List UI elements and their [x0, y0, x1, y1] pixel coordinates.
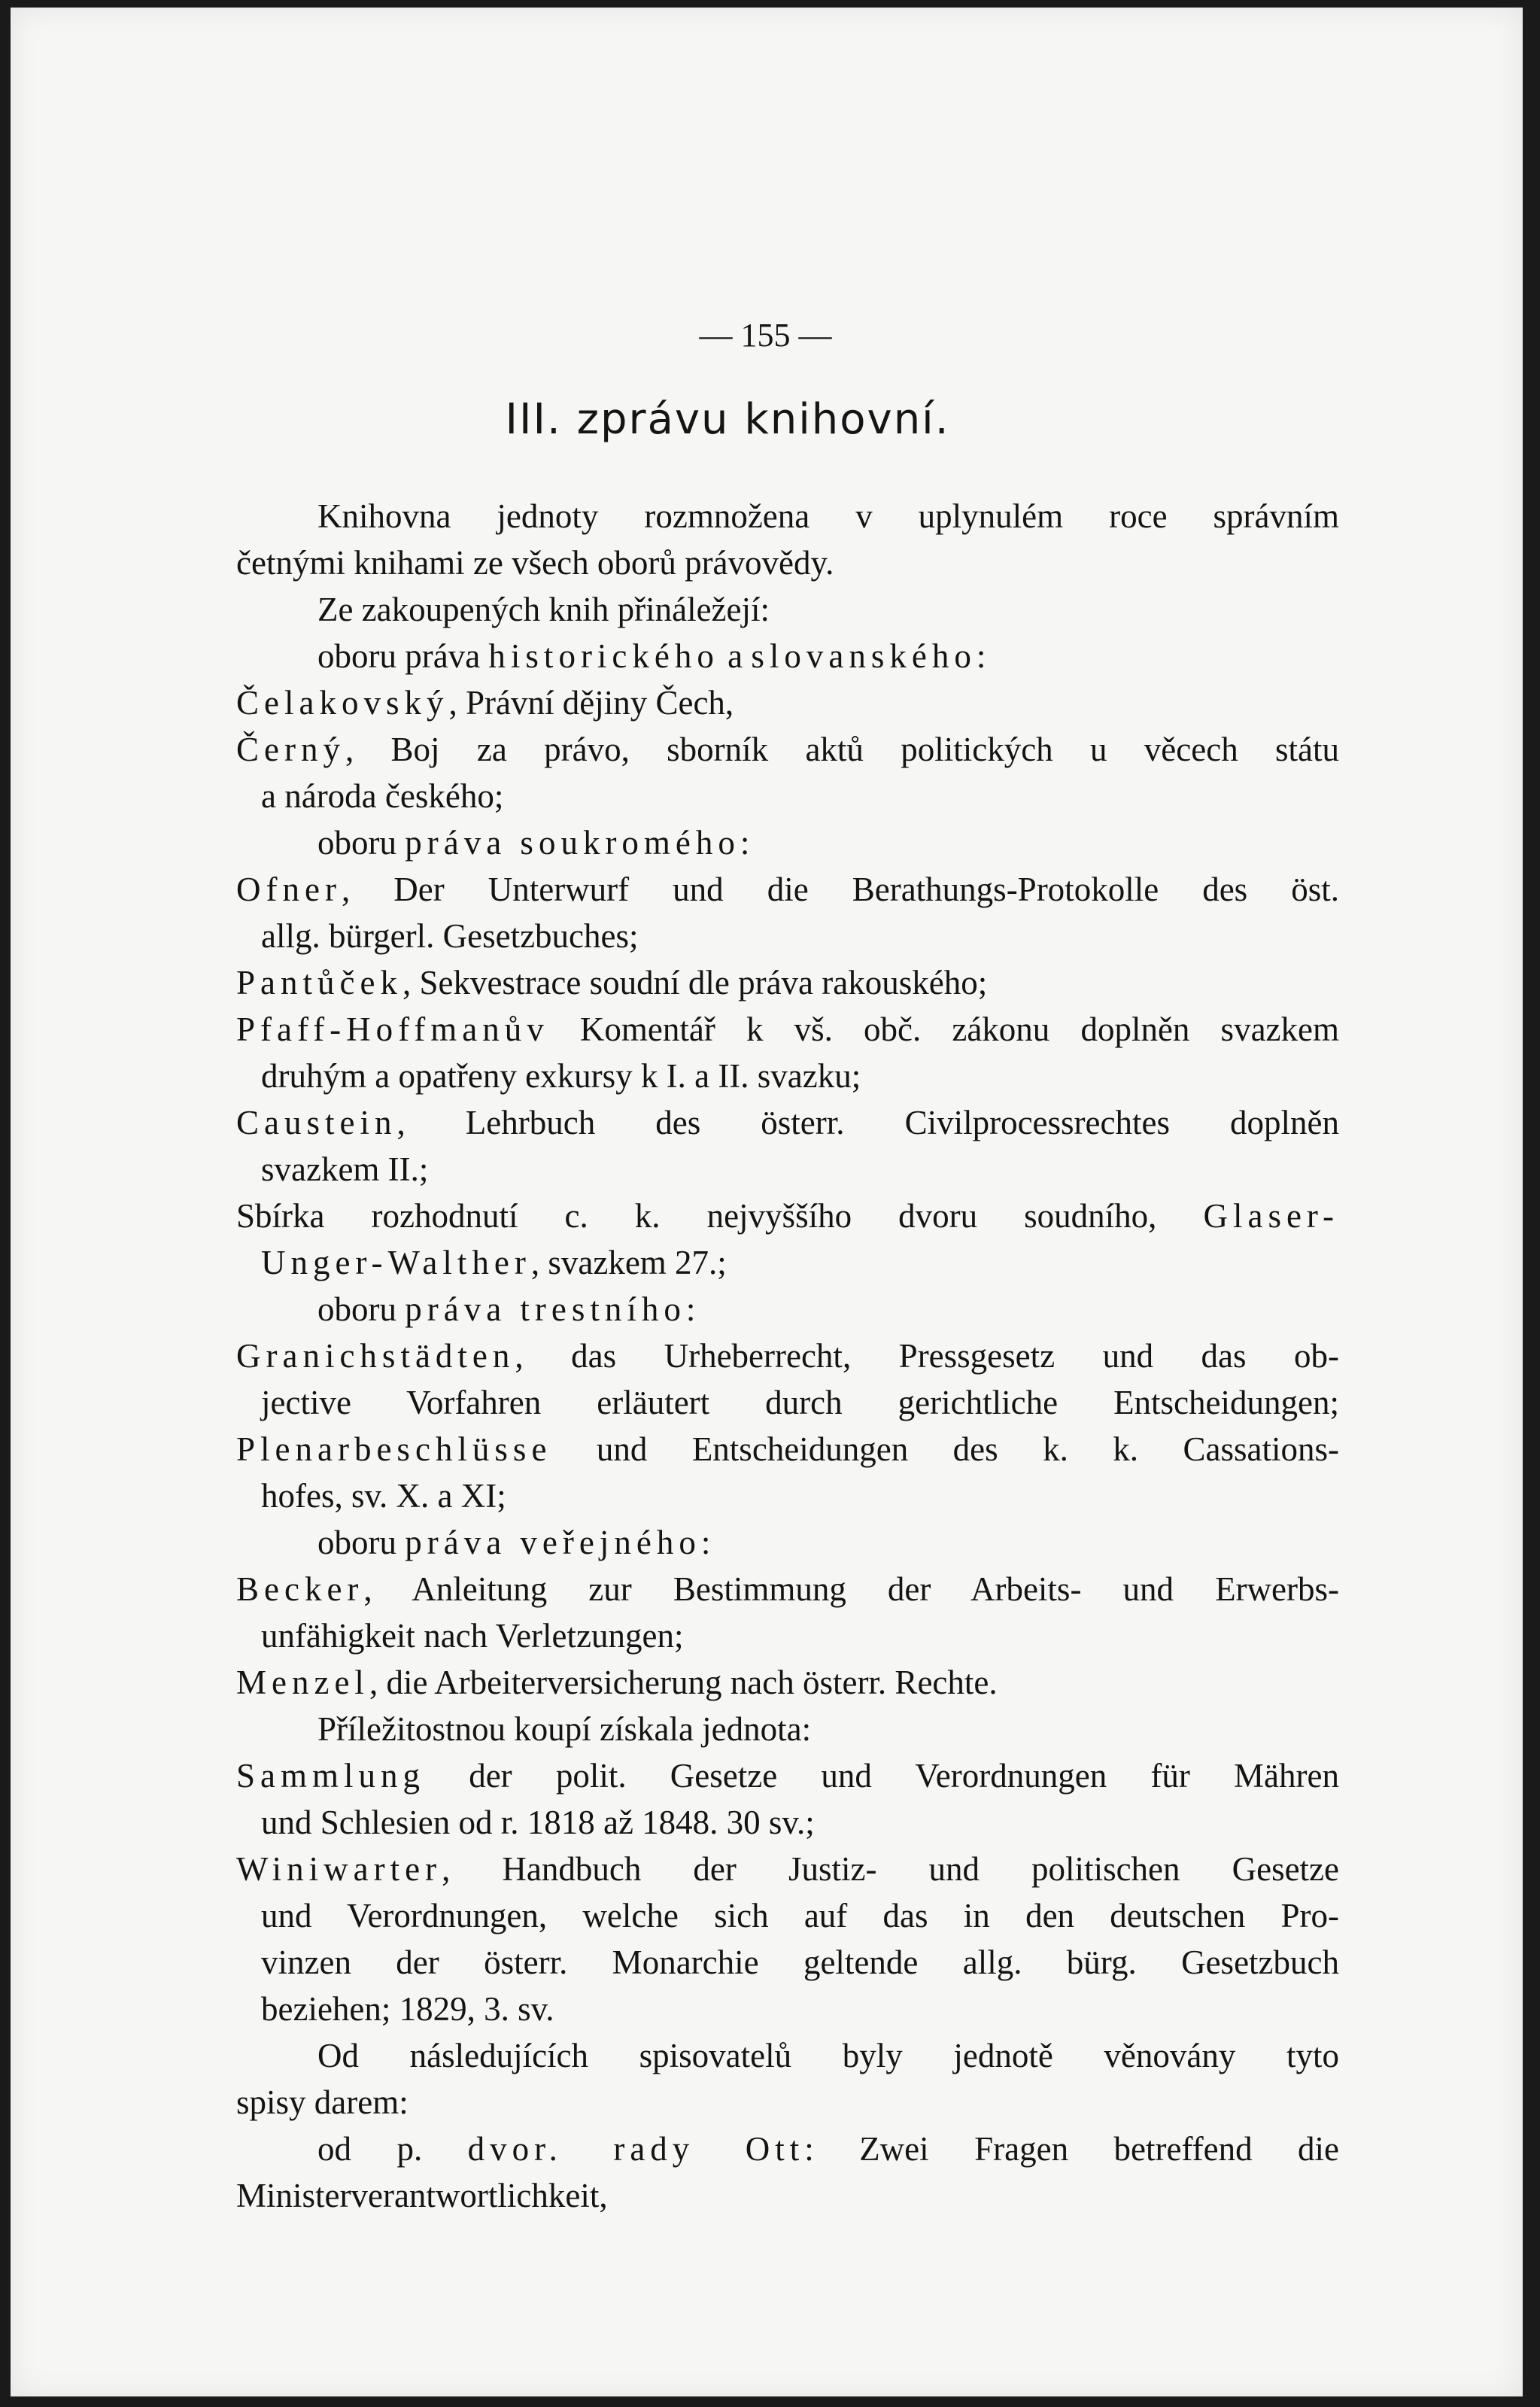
text-span: der polit. Gesetze und Verordnungen für Mähren	[425, 1757, 1339, 1795]
text-span: , Anleitung zur Bestimmung der Arbeits- und Erwerbs-	[363, 1570, 1339, 1608]
spaced-emphasis-text: dvor. rady Ott	[467, 2130, 805, 2168]
text-line	[236, 1333, 1339, 1379]
text-span: :	[700, 1524, 711, 1561]
text-span: svazkem II.;	[261, 1150, 429, 1188]
spaced-emphasis-text: práva soukromého	[405, 824, 740, 862]
text-line	[317, 1519, 1339, 1566]
text-span: , die Arbeiterversicherung nach österr. Rechte.	[369, 1664, 998, 1701]
text-span: spisy darem:	[236, 2083, 409, 2121]
spaced-emphasis-text: Menzel	[236, 1664, 369, 1701]
text-line	[261, 1472, 1339, 1519]
text-span: oboru	[317, 824, 406, 862]
text-line	[317, 2126, 1339, 2172]
text-line	[236, 1099, 1339, 1146]
text-line	[261, 1799, 1339, 1846]
text-line	[236, 2079, 1339, 2126]
text-span: allg. bürgerl. Gesetzbuches;	[261, 917, 639, 955]
text-span: und Verordnungen, welche sich auf das in den deutschen Pro-	[261, 1897, 1339, 1934]
text-line	[261, 913, 1339, 959]
spaced-emphasis-text: Unger-Walther	[261, 1244, 531, 1281]
spaced-emphasis-text: Pfaff-Hoffmanův	[236, 1011, 549, 1048]
text-span: , Handbuch der Justiz- und politischen Gesetze	[442, 1850, 1339, 1888]
text-line	[236, 1193, 1339, 1239]
text-line	[317, 1706, 1339, 1752]
text-span: :	[740, 824, 750, 862]
text-span: , Sekvestrace soudní dle práva rakouského;	[402, 964, 988, 1001]
text-span: und Entscheidungen des k. k. Cassations-	[551, 1430, 1339, 1468]
text-span: a národa českého;	[261, 777, 504, 815]
text-line	[261, 1612, 1339, 1659]
text-span: hofes, sv. X. a XI;	[261, 1477, 506, 1515]
text-line	[261, 1892, 1339, 1939]
text-line	[317, 586, 1339, 633]
page-number: — 155 —	[699, 317, 832, 354]
text-line	[261, 1939, 1339, 1986]
spaced-emphasis-text: Granichstädten	[236, 1337, 515, 1375]
text-span: vinzen der österr. Monarchie geltende allg. bürg. Gesetzbuch	[261, 1944, 1339, 1981]
text-span: Od následujících spisovatelů byly jednotě věnovány tyto	[317, 2037, 1339, 2074]
text-span: oboru	[317, 1290, 406, 1328]
text-span: od p.	[317, 2130, 468, 2168]
text-span: Ze zakoupených knih přináležejí:	[317, 591, 770, 628]
text-span: , Právní dějiny Čech,	[448, 684, 734, 722]
spaced-emphasis-text: Ofner	[236, 871, 342, 908]
text-span: :	[685, 1290, 696, 1328]
text-span: , Boj za právo, sborník aktů politických u věcech státu	[345, 731, 1339, 768]
spaced-emphasis-text: slovanského	[751, 637, 977, 675]
spaced-emphasis-text: Becker	[236, 1570, 364, 1608]
text-span: und Schlesien od r. 1818 až 1848. 30 sv.;	[261, 1804, 815, 1841]
text-line	[261, 1053, 1339, 1099]
text-line	[236, 679, 1339, 726]
text-line	[261, 1986, 1339, 2032]
spaced-emphasis-text: Pantůček	[236, 964, 402, 1001]
text-line	[236, 539, 1339, 586]
text-line	[261, 1239, 1339, 1286]
text-line	[317, 493, 1339, 539]
text-line	[236, 2172, 1339, 2219]
text-line	[261, 773, 1339, 819]
spaced-emphasis-text: Sammlung	[236, 1757, 426, 1795]
text-span: druhým a opatřeny exkursy k I. a II. svazku;	[261, 1057, 861, 1095]
text-line	[236, 1566, 1339, 1612]
spaced-emphasis-text: Černý	[236, 731, 345, 768]
text-line	[236, 1006, 1339, 1053]
text-span: Sbírka rozhodnutí c. k. nejvyššího dvoru soudního,	[236, 1197, 1204, 1235]
spaced-emphasis-text: Plenarbeschlüsse	[236, 1430, 552, 1468]
text-line	[261, 1379, 1339, 1426]
text-span: Příležitostnou koupí získala jednota:	[317, 1710, 812, 1748]
section-title: III. zprávu knihovní.	[505, 395, 950, 444]
text-line	[236, 1659, 1339, 1706]
scanned-page	[11, 8, 1523, 2396]
text-span: oboru práva	[317, 637, 489, 675]
text-span: Knihovna jednoty rozmnožena v uplynulém roce správním	[317, 497, 1339, 535]
text-span: , Der Unterwurf und die Berathungs-Protokolle des öst.	[341, 871, 1339, 908]
text-line	[317, 1286, 1339, 1333]
text-span: , das Urheberrecht, Pressgesetz und das ob-	[515, 1337, 1339, 1375]
text-line	[236, 1846, 1339, 1892]
text-span: , svazkem 27.;	[530, 1244, 727, 1281]
text-span: : Zwei Fragen betreffend die	[804, 2130, 1339, 2168]
text-line	[236, 1752, 1339, 1799]
spaced-emphasis-text: práva trestního	[405, 1290, 686, 1328]
text-span: jective Vorfahren erläutert durch gerichtliche Entscheidungen;	[261, 1384, 1339, 1421]
spaced-emphasis-text: Winiwarter	[236, 1850, 442, 1888]
spaced-emphasis-text: Čelakovský	[236, 684, 449, 722]
text-span: , Lehrbuch des österr. Civilprocessrechtes doplněn	[396, 1104, 1339, 1141]
text-line	[236, 866, 1339, 913]
text-line	[236, 959, 1339, 1006]
text-line	[236, 1426, 1339, 1472]
text-line	[317, 2032, 1339, 2079]
text-line	[261, 1146, 1339, 1193]
spaced-emphasis-text: historického	[488, 637, 719, 675]
text-span: Komentář k vš. obč. zákonu doplněn svazkem	[548, 1011, 1339, 1048]
spaced-emphasis-text: práva veřejného	[405, 1524, 701, 1561]
spaced-emphasis-text: Caustein	[236, 1104, 397, 1141]
text-span: beziehen; 1829, 3. sv.	[261, 1990, 554, 2028]
text-span: Ministerverantwortlichkeit,	[236, 2177, 608, 2214]
text-line	[236, 726, 1339, 773]
text-span: oboru	[317, 1524, 406, 1561]
text-line	[317, 819, 1339, 866]
text-span: :	[976, 637, 986, 675]
text-span: a	[718, 637, 752, 675]
text-line	[317, 633, 1339, 679]
text-span: četnými knihami ze všech oborů právovědy.	[236, 544, 834, 582]
spaced-emphasis-text: Glaser-	[1203, 1197, 1339, 1235]
text-span: unfähigkeit nach Verletzungen;	[261, 1617, 684, 1655]
